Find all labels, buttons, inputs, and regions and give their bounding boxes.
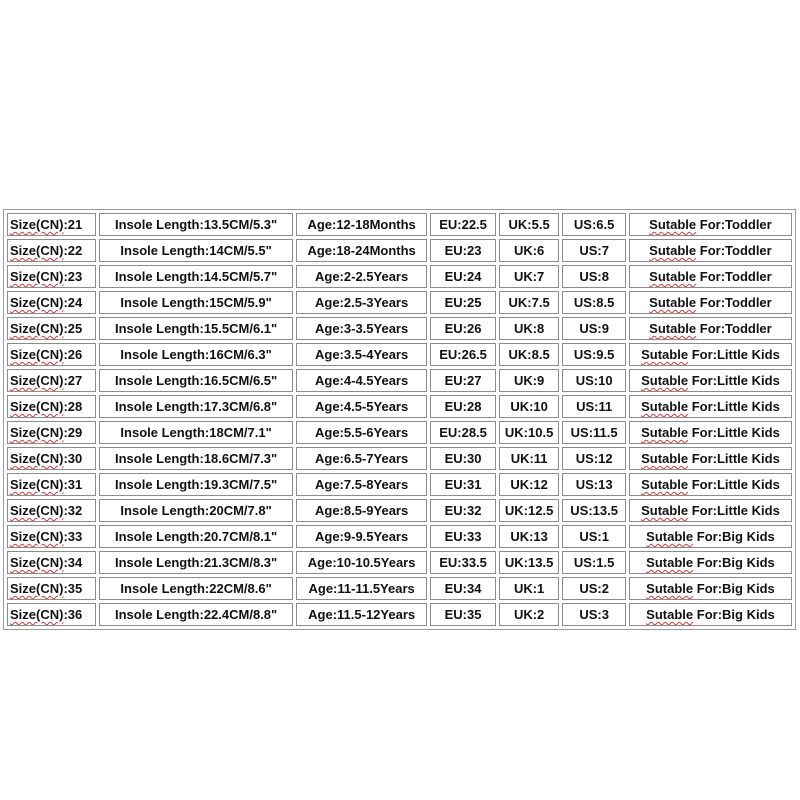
- uk-size-cell: UK:7.5: [499, 291, 559, 314]
- age-cell: Age:5.5-6Years: [296, 421, 427, 444]
- us-size-cell: US:13.5: [562, 499, 626, 522]
- uk-size-cell: UK:13: [499, 525, 559, 548]
- suitable-label: Sutable: [641, 425, 689, 440]
- suitable-for-cell: [629, 551, 792, 574]
- size-label: Size(CN): [10, 477, 64, 492]
- eu-size-cell: EU:28.5: [430, 421, 496, 444]
- suitable-value: For:Toddler: [696, 269, 772, 284]
- table-row: [7, 603, 792, 626]
- size-cn-cell: [7, 395, 96, 418]
- size-cn-cell: [7, 343, 96, 366]
- us-size-cell: US:3: [562, 603, 626, 626]
- us-size-cell: US:10: [562, 369, 626, 392]
- suitable-value: For:Big Kids: [693, 607, 775, 622]
- eu-size-cell: EU:30: [430, 447, 496, 470]
- suitable-value: For:Little Kids: [688, 477, 780, 492]
- eu-size-cell: EU:26: [430, 317, 496, 340]
- table-row: [7, 395, 792, 418]
- size-label: Size(CN): [10, 399, 64, 414]
- uk-size-cell: UK:10: [499, 395, 559, 418]
- suitable-value: For:Toddler: [696, 295, 772, 310]
- size-value: :27: [63, 373, 83, 388]
- suitable-label: Sutable: [646, 555, 694, 570]
- size-cn-cell: [7, 317, 96, 340]
- uk-size-cell: UK:9: [499, 369, 559, 392]
- us-size-cell: US:1: [562, 525, 626, 548]
- eu-size-cell: EU:33: [430, 525, 496, 548]
- suitable-value: For:Little Kids: [688, 503, 780, 518]
- size-label: Size(CN): [10, 555, 64, 570]
- uk-size-cell: UK:12.5: [499, 499, 559, 522]
- uk-size-cell: UK:2: [499, 603, 559, 626]
- age-cell: Age:18-24Months: [296, 239, 427, 262]
- size-cn-cell: [7, 213, 96, 236]
- size-label: Size(CN): [10, 269, 64, 284]
- size-chart-table: [3, 209, 796, 630]
- suitable-for-cell: [629, 343, 792, 366]
- eu-size-cell: EU:35: [430, 603, 496, 626]
- insole-length-cell: Insole Length:15.5CM/6.1": [99, 317, 293, 340]
- uk-size-cell: UK:8.5: [499, 343, 559, 366]
- size-label: Size(CN): [10, 295, 64, 310]
- suitable-value: For:Little Kids: [688, 399, 780, 414]
- size-value: :32: [63, 503, 83, 518]
- us-size-cell: US:8.5: [562, 291, 626, 314]
- age-cell: Age:8.5-9Years: [296, 499, 427, 522]
- size-cn-cell: [7, 369, 96, 392]
- uk-size-cell: UK:1: [499, 577, 559, 600]
- age-cell: Age:4.5-5Years: [296, 395, 427, 418]
- table-row: [7, 499, 792, 522]
- suitable-for-cell: [629, 473, 792, 496]
- insole-length-cell: Insole Length:20CM/7.8": [99, 499, 293, 522]
- us-size-cell: US:9: [562, 317, 626, 340]
- size-label: Size(CN): [10, 373, 64, 388]
- uk-size-cell: UK:5.5: [499, 213, 559, 236]
- insole-length-cell: Insole Length:15CM/5.9": [99, 291, 293, 314]
- suitable-label: Sutable: [641, 347, 689, 362]
- size-value: :36: [63, 607, 83, 622]
- suitable-value: For:Toddler: [696, 243, 772, 258]
- insole-length-cell: Insole Length:16CM/6.3": [99, 343, 293, 366]
- size-cn-cell: [7, 551, 96, 574]
- uk-size-cell: UK:8: [499, 317, 559, 340]
- suitable-label: Sutable: [641, 399, 689, 414]
- eu-size-cell: EU:23: [430, 239, 496, 262]
- size-label: Size(CN): [10, 607, 64, 622]
- size-value: :25: [63, 321, 83, 336]
- suitable-for-cell: [629, 421, 792, 444]
- suitable-value: For:Big Kids: [693, 581, 775, 596]
- insole-length-cell: Insole Length:14.5CM/5.7": [99, 265, 293, 288]
- size-value: :33: [63, 529, 83, 544]
- size-value: :22: [63, 243, 83, 258]
- size-value: :28: [63, 399, 83, 414]
- uk-size-cell: UK:11: [499, 447, 559, 470]
- us-size-cell: US:8: [562, 265, 626, 288]
- us-size-cell: US:1.5: [562, 551, 626, 574]
- age-cell: Age:10-10.5Years: [296, 551, 427, 574]
- table-row: [7, 343, 792, 366]
- suitable-for-cell: [629, 499, 792, 522]
- size-cn-cell: [7, 473, 96, 496]
- suitable-value: For:Big Kids: [693, 555, 775, 570]
- table-row: [7, 291, 792, 314]
- uk-size-cell: UK:12: [499, 473, 559, 496]
- size-label: Size(CN): [10, 503, 64, 518]
- size-cn-cell: [7, 291, 96, 314]
- suitable-value: For:Big Kids: [693, 529, 775, 544]
- suitable-value: For:Toddler: [696, 217, 772, 232]
- eu-size-cell: EU:34: [430, 577, 496, 600]
- uk-size-cell: UK:10.5: [499, 421, 559, 444]
- eu-size-cell: EU:22.5: [430, 213, 496, 236]
- age-cell: Age:2.5-3Years: [296, 291, 427, 314]
- suitable-for-cell: [629, 369, 792, 392]
- age-cell: Age:9-9.5Years: [296, 525, 427, 548]
- size-cn-cell: [7, 239, 96, 262]
- suitable-value: For:Little Kids: [688, 373, 780, 388]
- suitable-label: Sutable: [649, 269, 697, 284]
- age-cell: Age:11-11.5Years: [296, 577, 427, 600]
- suitable-for-cell: [629, 447, 792, 470]
- us-size-cell: US:6.5: [562, 213, 626, 236]
- size-cn-cell: [7, 577, 96, 600]
- suitable-value: For:Little Kids: [688, 425, 780, 440]
- insole-length-cell: Insole Length:14CM/5.5": [99, 239, 293, 262]
- suitable-for-cell: [629, 265, 792, 288]
- table-row: [7, 447, 792, 470]
- suitable-value: For:Toddler: [696, 321, 772, 336]
- suitable-for-cell: [629, 213, 792, 236]
- suitable-label: Sutable: [649, 295, 697, 310]
- size-cn-cell: [7, 421, 96, 444]
- table-row: [7, 239, 792, 262]
- size-label: Size(CN): [10, 243, 64, 258]
- suitable-label: Sutable: [641, 503, 689, 518]
- age-cell: Age:4-4.5Years: [296, 369, 427, 392]
- insole-length-cell: Insole Length:19.3CM/7.5": [99, 473, 293, 496]
- suitable-for-cell: [629, 577, 792, 600]
- us-size-cell: US:2: [562, 577, 626, 600]
- size-cn-cell: [7, 525, 96, 548]
- uk-size-cell: UK:7: [499, 265, 559, 288]
- size-value: :21: [63, 217, 83, 232]
- table-row: [7, 525, 792, 548]
- insole-length-cell: Insole Length:16.5CM/6.5": [99, 369, 293, 392]
- age-cell: Age:7.5-8Years: [296, 473, 427, 496]
- size-value: :35: [63, 581, 83, 596]
- suitable-label: Sutable: [646, 581, 694, 596]
- table-row: [7, 369, 792, 392]
- insole-length-cell: Insole Length:18.6CM/7.3": [99, 447, 293, 470]
- suitable-value: For:Little Kids: [688, 347, 780, 362]
- suitable-label: Sutable: [649, 243, 697, 258]
- insole-length-cell: Insole Length:22CM/8.6": [99, 577, 293, 600]
- uk-size-cell: UK:6: [499, 239, 559, 262]
- size-value: :29: [63, 425, 83, 440]
- us-size-cell: US:7: [562, 239, 626, 262]
- eu-size-cell: EU:24: [430, 265, 496, 288]
- suitable-label: Sutable: [641, 451, 689, 466]
- suitable-for-cell: [629, 395, 792, 418]
- age-cell: Age:12-18Months: [296, 213, 427, 236]
- table-row: [7, 213, 792, 236]
- eu-size-cell: EU:25: [430, 291, 496, 314]
- size-label: Size(CN): [10, 581, 64, 596]
- table-row: [7, 265, 792, 288]
- suitable-for-cell: [629, 239, 792, 262]
- suitable-for-cell: [629, 525, 792, 548]
- size-value: :31: [63, 477, 83, 492]
- table-row: [7, 317, 792, 340]
- suitable-label: Sutable: [641, 477, 689, 492]
- size-label: Size(CN): [10, 451, 64, 466]
- eu-size-cell: EU:28: [430, 395, 496, 418]
- us-size-cell: US:13: [562, 473, 626, 496]
- suitable-for-cell: [629, 291, 792, 314]
- size-value: :30: [63, 451, 83, 466]
- size-cn-cell: [7, 447, 96, 470]
- suitable-label: Sutable: [646, 607, 694, 622]
- table-row: [7, 421, 792, 444]
- age-cell: Age:3.5-4Years: [296, 343, 427, 366]
- age-cell: Age:11.5-12Years: [296, 603, 427, 626]
- size-cn-cell: [7, 603, 96, 626]
- us-size-cell: US:11: [562, 395, 626, 418]
- age-cell: Age:3-3.5Years: [296, 317, 427, 340]
- suitable-label: Sutable: [649, 217, 697, 232]
- size-value: :23: [63, 269, 83, 284]
- size-label: Size(CN): [10, 425, 64, 440]
- insole-length-cell: Insole Length:13.5CM/5.3": [99, 213, 293, 236]
- insole-length-cell: Insole Length:17.3CM/6.8": [99, 395, 293, 418]
- eu-size-cell: EU:27: [430, 369, 496, 392]
- suitable-value: For:Little Kids: [688, 451, 780, 466]
- suitable-label: Sutable: [646, 529, 694, 544]
- us-size-cell: US:11.5: [562, 421, 626, 444]
- table-row: [7, 577, 792, 600]
- age-cell: Age:6.5-7Years: [296, 447, 427, 470]
- eu-size-cell: EU:26.5: [430, 343, 496, 366]
- suitable-for-cell: [629, 317, 792, 340]
- us-size-cell: US:9.5: [562, 343, 626, 366]
- table-row: [7, 551, 792, 574]
- size-value: :24: [63, 295, 83, 310]
- us-size-cell: US:12: [562, 447, 626, 470]
- eu-size-cell: EU:32: [430, 499, 496, 522]
- insole-length-cell: Insole Length:22.4CM/8.8": [99, 603, 293, 626]
- size-label: Size(CN): [10, 529, 64, 544]
- size-chart-body: [7, 213, 792, 626]
- suitable-label: Sutable: [649, 321, 697, 336]
- size-label: Size(CN): [10, 347, 64, 362]
- insole-length-cell: Insole Length:21.3CM/8.3": [99, 551, 293, 574]
- suitable-label: Sutable: [641, 373, 689, 388]
- size-cn-cell: [7, 499, 96, 522]
- size-cn-cell: [7, 265, 96, 288]
- eu-size-cell: EU:31: [430, 473, 496, 496]
- size-label: Size(CN): [10, 217, 64, 232]
- insole-length-cell: Insole Length:18CM/7.1": [99, 421, 293, 444]
- table-row: [7, 473, 792, 496]
- insole-length-cell: Insole Length:20.7CM/8.1": [99, 525, 293, 548]
- size-label: Size(CN): [10, 321, 64, 336]
- age-cell: Age:2-2.5Years: [296, 265, 427, 288]
- uk-size-cell: UK:13.5: [499, 551, 559, 574]
- size-value: :34: [63, 555, 83, 570]
- eu-size-cell: EU:33.5: [430, 551, 496, 574]
- suitable-for-cell: [629, 603, 792, 626]
- size-value: :26: [63, 347, 83, 362]
